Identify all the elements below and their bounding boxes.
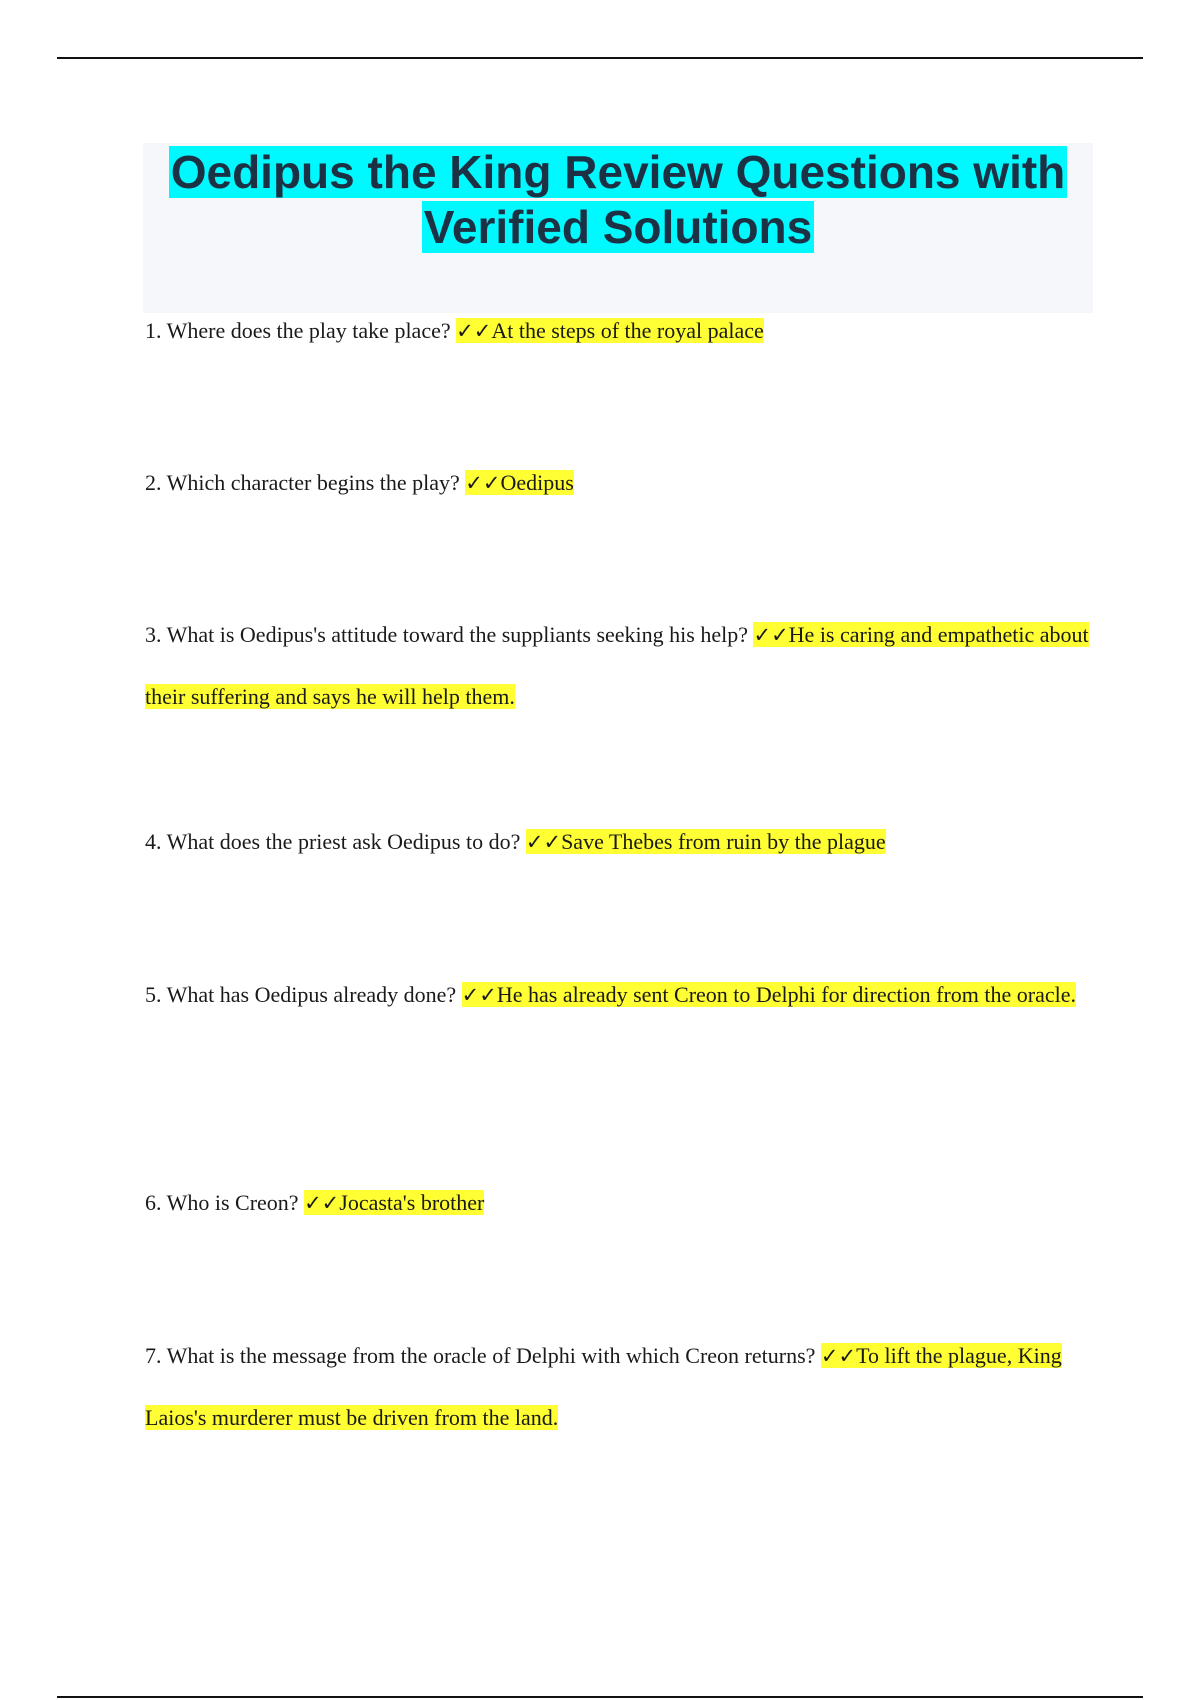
question-text: 7. What is the message from the oracle of Delphi with which Creon returns? — [145, 1343, 816, 1368]
answer-text: Oedipus — [500, 470, 574, 495]
qa-item-4 — [145, 811, 1095, 873]
double-check-icon: ✓✓ — [461, 983, 497, 1007]
answer-text: Save Thebes from ruin by the plague — [561, 829, 886, 854]
qa-item-2 — [145, 452, 1095, 514]
double-check-icon: ✓✓ — [456, 319, 492, 343]
qa-item-7 — [145, 1325, 1095, 1448]
qa-item-1 — [145, 300, 1095, 362]
double-check-icon: ✓✓ — [820, 1344, 857, 1368]
title-block — [143, 143, 1093, 313]
double-check-icon: ✓✓ — [304, 1191, 340, 1215]
answer-text: He is caring and empathetic about their suffering and says he will help them. — [145, 622, 1089, 709]
question-text: 4. What does the priest ask Oedipus to do? — [145, 829, 521, 854]
question-text: 2. Which character begins the play? — [145, 470, 460, 495]
page-title — [143, 143, 1093, 255]
qa-item-5 — [145, 964, 1095, 1026]
bottom-rule — [57, 1696, 1143, 1698]
question-text: 5. What has Oedipus already done? — [145, 982, 457, 1007]
double-check-icon: ✓✓ — [465, 471, 501, 495]
question-text: 6. Who is Creon? — [145, 1190, 299, 1215]
qa-item-6 — [145, 1172, 1095, 1234]
answer-text: He has already sent Creon to Delphi for direction from the oracle. — [496, 982, 1076, 1007]
double-check-icon: ✓✓ — [525, 830, 562, 854]
question-text: 3. What is Oedipus's attitude toward the suppliants seeking his help? — [145, 622, 748, 647]
double-check-icon: ✓✓ — [753, 623, 789, 647]
qa-item-3 — [145, 604, 1095, 727]
title-line-2: Verified Solutions — [423, 201, 813, 253]
top-rule — [57, 57, 1143, 59]
title-line-1: Oedipus the King Review Questions with — [170, 146, 1066, 198]
answer-text: Jocasta's brother — [339, 1190, 485, 1215]
question-text: 1. Where does the play take place? — [145, 318, 451, 343]
answer-text: At the steps of the royal palace — [491, 318, 764, 343]
answer-text: To lift the plague, King Laios's murderer must be driven from the land. — [145, 1343, 1062, 1430]
